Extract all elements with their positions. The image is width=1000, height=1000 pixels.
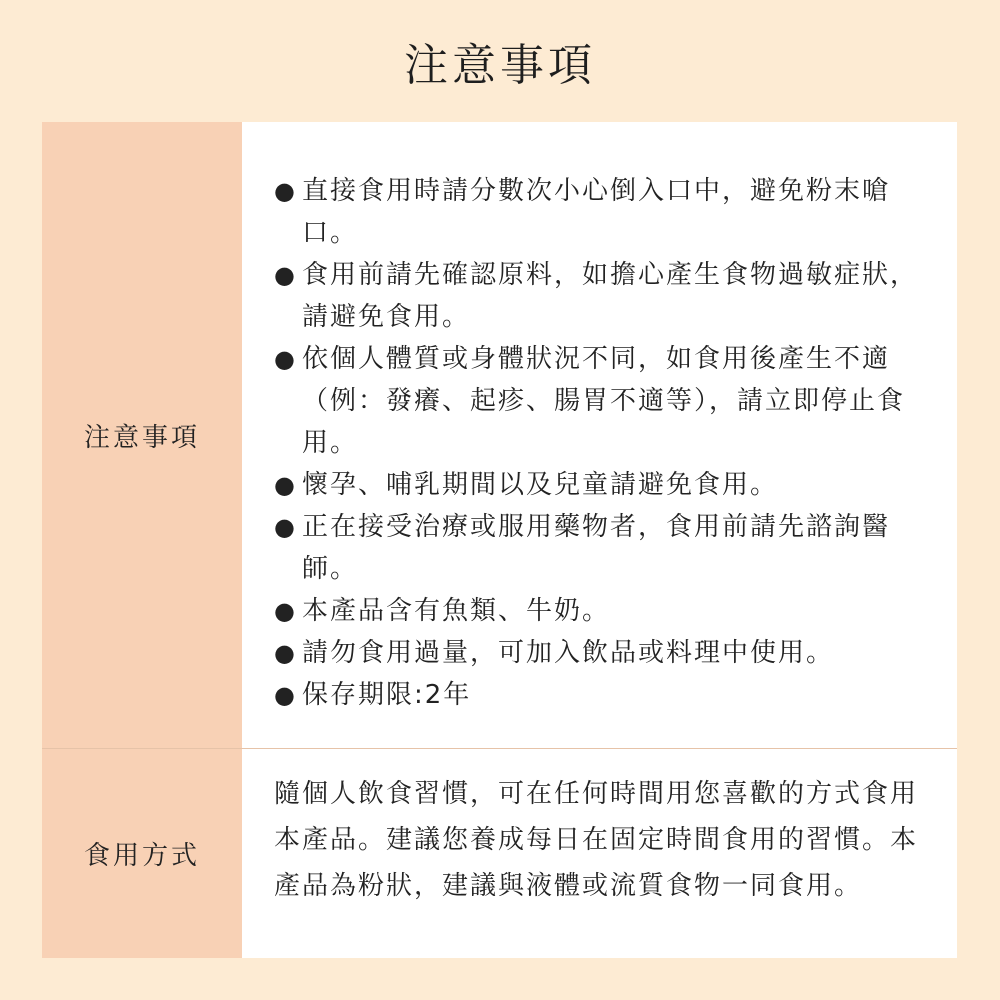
info-table (42, 122, 957, 958)
note-item-allergy (274, 254, 927, 338)
bullet-icon: ● (274, 345, 297, 373)
page-title: 注意事項 (404, 40, 596, 91)
bullet-icon: ● (274, 471, 297, 499)
bullet-icon: ● (274, 513, 297, 541)
note-text: 正在接受治療或服用藥物者，食用前請先諮詢醫師。 (302, 512, 891, 584)
note-item-dosage (274, 632, 927, 674)
notes-label: 注意事項 (42, 122, 242, 748)
note-text: 依個人體質或身體狀況不同，如食用後產生不適（例：發癢、起疹、腸胃不適等），請立即停止食用。 (302, 344, 906, 458)
note-item-medication (274, 506, 927, 590)
bullet-icon: ● (274, 639, 297, 667)
note-text: 保存期限:2年 (302, 680, 472, 710)
note-item-pregnancy (274, 464, 927, 506)
bullet-icon: ● (274, 261, 297, 289)
usage-label: 食用方式 (42, 748, 242, 958)
usage-content (242, 748, 957, 958)
notes-list (274, 170, 927, 716)
note-text: 直接食用時請分數次小心倒入口中，避免粉末嗆口。 (302, 176, 891, 248)
usage-text: 隨個人飲食習慣，可在任何時間用您喜歡的方式食用本產品。建議您養成每日在固定時間食用的習慣。本產品為粉狀，建議與液體或流質食物一同食用。 (274, 779, 919, 901)
bullet-icon: ● (274, 177, 297, 205)
note-item-discomfort (274, 338, 927, 464)
note-text: 本產品含有魚類、牛奶。 (302, 596, 611, 626)
note-text: 懷孕、哺乳期間以及兒童請避免食用。 (302, 470, 779, 500)
bullet-icon: ● (274, 681, 297, 709)
note-item-ingredients (274, 590, 927, 632)
note-text: 請勿食用過量，可加入飲品或料理中使用。 (302, 638, 835, 668)
notes-content (242, 122, 957, 748)
note-text: 食用前請先確認原料，如擔心產生食物過敏症狀，請避免食用。 (302, 260, 919, 332)
note-item-direct-consumption (274, 170, 927, 254)
note-item-shelf-life (274, 674, 927, 716)
bullet-icon: ● (274, 597, 297, 625)
